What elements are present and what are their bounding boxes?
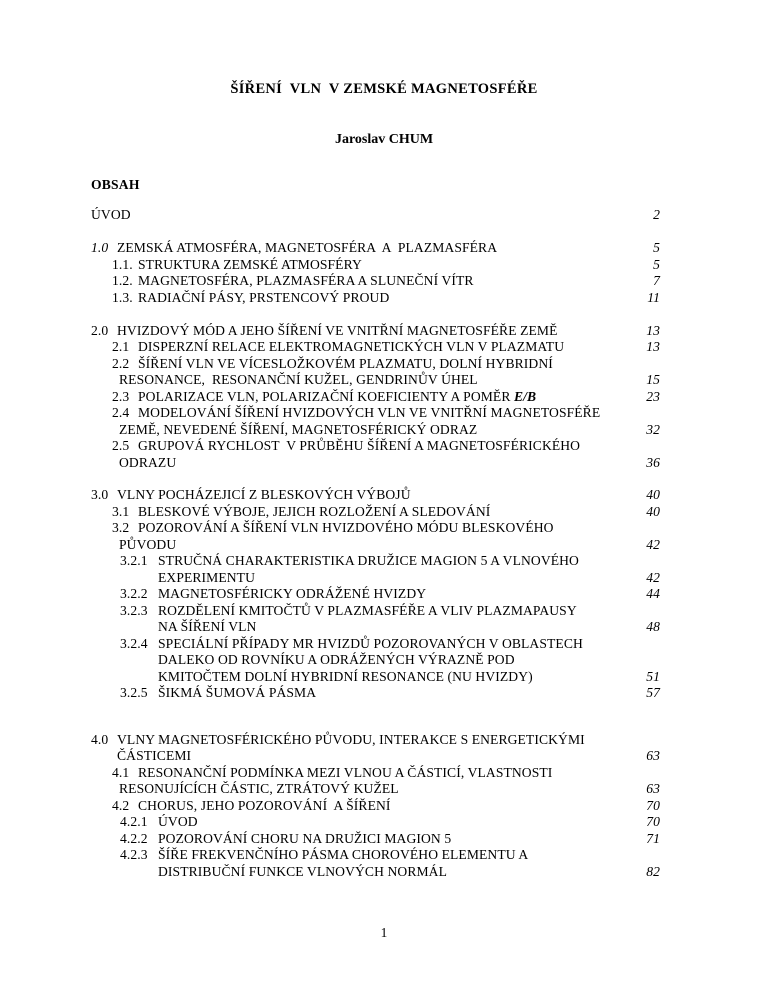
entry-title: MAGNETOSFÉRICKY ODRÁŽENÉ HVIZDY (158, 586, 427, 601)
toc-entry (0, 273, 660, 290)
entry-number: 1.0 (91, 240, 109, 255)
toc-entry (0, 504, 660, 521)
entry-number: 3.1 (112, 503, 130, 519)
entry-number: 3.2.5 (120, 685, 148, 700)
entry-number: 2.1 (112, 339, 130, 354)
entry-title: VLNY MAGNETOSFÉRICKÉHO PŮVODU, INTERAKCE S ENERGETICKÝMI (117, 731, 585, 747)
entry-title: EXPERIMENTU (158, 569, 256, 585)
entry-number: 2.0 (91, 322, 109, 338)
toc-entry (0, 847, 660, 880)
toc-line (0, 619, 660, 636)
toc-entry (0, 553, 660, 586)
entry-title: RESONUJÍCÍCH ČÁSTIC, ZTRÁTOVÝ KUŽEL (119, 781, 399, 796)
entry-number: 4.2.3 (120, 847, 148, 862)
entry-number: 3.2.4 (120, 635, 148, 651)
toc-line (0, 438, 660, 455)
entry-page-number: 7 (653, 273, 660, 288)
toc-entry (0, 290, 660, 307)
toc-entry (0, 438, 660, 471)
toc-line (0, 520, 660, 537)
entry-title: ZEMĚ, NEVEDENÉ ŠÍŘENÍ, MAGNETOSFÉRICKÝ ODRAZ (119, 421, 478, 437)
toc-line (0, 339, 660, 356)
toc-line (0, 847, 660, 864)
toc-entry (0, 636, 660, 686)
toc-entry (0, 586, 660, 603)
entry-title: POZOROVÁNÍ A ŠÍŘENÍ VLN HVIZDOVÉHO MÓDU BLESKOVÉHO (138, 520, 554, 535)
entry-page-number: 36 (646, 454, 660, 470)
entry-title: CHORUS, JEHO POZOROVÁNÍ A ŠÍŘENÍ (138, 797, 391, 813)
toc-entry (0, 814, 660, 831)
toc-entry (0, 798, 660, 815)
toc-line (0, 389, 660, 406)
toc-line (0, 455, 660, 472)
toc-line (0, 814, 660, 831)
toc-line (0, 207, 660, 224)
toc-entry (0, 765, 660, 798)
toc-line (0, 570, 660, 587)
entry-title: DALEKO OD ROVNÍKU A ODRÁŽENÝCH VÝRAZNĚ POD (158, 652, 515, 667)
entry-title: DISPERZNÍ RELACE ELEKTROMAGNETICKÝCH VLN V PLAZMATU (138, 339, 565, 354)
entry-title: MODELOVÁNÍ ŠÍŘENÍ HVIZDOVÝCH VLN VE VNITŘNÍ MAGNETOSFÉŘE (138, 405, 601, 420)
toc-entry (0, 257, 660, 274)
toc-entry (0, 339, 660, 356)
toc-line (0, 864, 660, 881)
entry-page-number: 5 (653, 256, 660, 272)
entry-title: RESONANČNÍ PODMÍNKA MEZI VLNOU A ČÁSTICÍ, VLASTNOSTI (138, 764, 553, 780)
entry-page-number: 71 (646, 830, 660, 846)
entry-title: ČÁSTICEMI (117, 748, 192, 763)
entry-title: ÚVOD (158, 814, 198, 829)
toc-line (0, 356, 660, 373)
entry-page-number: 40 (646, 503, 660, 519)
document-author: Jaroslav CHUM (334, 132, 434, 147)
entry-number: 3.2.1 (120, 553, 148, 568)
entry-number: 2.3 (112, 388, 130, 404)
entry-title: ROZDĚLENÍ KMITOČTŮ V PLAZMASFÉŘE A VLIV PLAZMAPAUSY (158, 602, 577, 618)
entry-title: RESONANCE, RESONANČNÍ KUŽEL, GENDRINŮV ÚHEL (119, 372, 478, 387)
entry-number: 1.1. (112, 256, 133, 272)
toc-line (0, 798, 660, 815)
footer-page-number: 1 (380, 925, 388, 940)
entry-number: 2.4 (112, 405, 130, 420)
entry-page-number: 63 (646, 781, 660, 796)
toc-line (0, 831, 660, 848)
entry-number: 4.2.2 (120, 830, 148, 846)
toc-line (0, 323, 660, 340)
toc-line (0, 553, 660, 570)
entry-title: ŠÍŘENÍ VLN VE VÍCESLOŽKOVÉM PLAZMATU, DOLNÍ HYBRIDNÍ (138, 355, 553, 371)
entry-number: 3.2.3 (120, 602, 148, 618)
toc-line (0, 765, 660, 782)
toc-line (0, 685, 660, 702)
entry-number: 2.5 (112, 438, 130, 453)
entry-title: ŠIKMÁ ŠUMOVÁ PÁSMA (158, 685, 317, 700)
toc-line (0, 586, 660, 603)
toc-line (0, 603, 660, 620)
entry-title: STRUČNÁ CHARAKTERISTIKA DRUŽICE MAGION 5 A VLNOVÉHO (158, 553, 579, 568)
entry-title: BLESKOVÉ VÝBOJE, JEJICH ROZLOŽENÍ A SLEDOVÁNÍ (138, 503, 491, 519)
entry-page-number: 13 (646, 339, 660, 354)
document-title: ŠÍŘENÍ VLN V ZEMSKÉ MAGNETOSFÉŘE (230, 81, 538, 97)
entry-title: MAGNETOSFÉRA, PLAZMASFÉRA A SLUNEČNÍ VÍTR (138, 273, 474, 288)
toc-line (0, 669, 660, 686)
entry-title: ODRAZU (119, 454, 177, 470)
entry-title: KMITOČTEM DOLNÍ HYBRIDNÍ RESONANCE (NU HVIZDY) (158, 668, 533, 684)
entry-number: 4.2.1 (120, 814, 148, 829)
entry-title: POLARIZACE VLN, POLARIZAČNÍ KOEFICIENTY A POMĚR E/B (138, 388, 537, 404)
toc-line (0, 372, 660, 389)
toc-entry (0, 389, 660, 406)
toc-entry (0, 732, 660, 765)
entry-number: 4.1 (112, 764, 130, 780)
toc-line (0, 290, 660, 307)
toc-entry (0, 323, 660, 340)
entry-number: 3.2.2 (120, 586, 148, 601)
entry-page-number: 11 (647, 289, 660, 305)
toc-entry (0, 487, 660, 504)
entry-page-number: 2 (653, 207, 660, 222)
toc-entry (0, 831, 660, 848)
toc-line (0, 748, 660, 765)
entry-page-number: 44 (646, 586, 660, 601)
entry-page-number: 42 (646, 536, 660, 552)
entry-title: DISTRIBUČNÍ FUNKCE VLNOVÝCH NORMÁL (158, 863, 448, 879)
entry-number: 2.2 (112, 355, 130, 371)
toc-entry (0, 207, 660, 224)
entry-title: ÚVOD (91, 207, 131, 222)
entry-page-number: 57 (646, 685, 660, 700)
entry-title: ZEMSKÁ ATMOSFÉRA, MAGNETOSFÉRA A PLAZMASFÉRA (117, 240, 498, 255)
toc-entry (0, 520, 660, 553)
entry-title: NA ŠÍŘENÍ VLN (158, 619, 257, 634)
entry-page-number: 15 (646, 372, 660, 387)
toc-heading: OBSAH (91, 177, 140, 192)
toc-line (0, 422, 660, 439)
entry-page-number: 23 (646, 388, 660, 404)
entry-page-number: 32 (646, 421, 660, 437)
entry-title: HVIZDOVÝ MÓD A JEHO ŠÍŘENÍ VE VNITŘNÍ MAGNETOSFÉŘE ZEMĚ (117, 322, 558, 338)
entry-page-number: 51 (646, 668, 660, 684)
entry-title: PŮVODU (119, 536, 177, 552)
entry-title: VLNY POCHÁZEJICÍ Z BLESKOVÝCH VÝBOJŮ (117, 487, 411, 502)
toc-entry (0, 356, 660, 389)
entry-page-number: 42 (646, 569, 660, 585)
entry-title: POZOROVÁNÍ CHORU NA DRUŽICI MAGION 5 (158, 830, 452, 846)
toc-line (0, 240, 660, 257)
entry-number: 1.2. (112, 273, 133, 288)
toc-line (0, 405, 660, 422)
toc-line (0, 257, 660, 274)
entry-page-number: 48 (646, 619, 660, 634)
toc-line (0, 487, 660, 504)
toc-entry (0, 240, 660, 257)
toc-line (0, 273, 660, 290)
toc-line (0, 732, 660, 749)
entry-number: 1.3. (112, 289, 133, 305)
toc-line (0, 652, 660, 669)
entry-title: SPECIÁLNÍ PŘÍPADY MR HVIZDŮ POZOROVANÝCH V OBLASTECH (158, 635, 583, 651)
entry-title: STRUKTURA ZEMSKÉ ATMOSFÉRY (138, 256, 362, 272)
entry-title: ŠÍŘE FREKVENČNÍHO PÁSMA CHOROVÉHO ELEMENTU A (158, 847, 529, 862)
entry-page-number: 82 (646, 863, 660, 879)
entry-number: 4.0 (91, 731, 109, 747)
entry-page-number: 70 (646, 814, 660, 829)
entry-page-number: 5 (653, 240, 660, 255)
entry-page-number: 63 (646, 748, 660, 763)
toc-entry (0, 685, 660, 702)
toc-list (0, 207, 660, 880)
entry-title: GRUPOVÁ RYCHLOST V PRŮBĚHU ŠÍŘENÍ A MAGNETOSFÉRICKÉHO (138, 438, 581, 453)
toc-line (0, 781, 660, 798)
entry-number: 3.2 (112, 520, 130, 535)
entry-number: 3.0 (91, 487, 109, 502)
toc-entry (0, 603, 660, 636)
entry-page-number: 40 (646, 487, 660, 502)
entry-number: 4.2 (112, 797, 130, 813)
entry-page-number: 70 (646, 797, 660, 813)
toc-line (0, 537, 660, 554)
entry-title: RADIAČNÍ PÁSY, PRSTENCOVÝ PROUD (138, 289, 390, 305)
toc-line (0, 636, 660, 653)
toc-entry (0, 405, 660, 438)
entry-page-number: 13 (646, 322, 660, 338)
toc-line (0, 504, 660, 521)
